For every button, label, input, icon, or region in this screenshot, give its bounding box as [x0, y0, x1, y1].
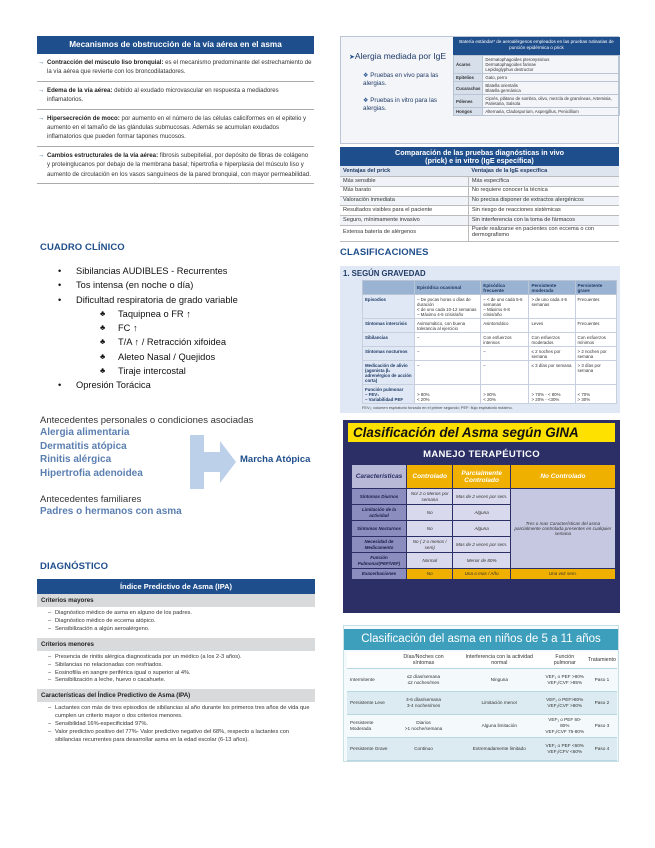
clinical-item [58, 264, 318, 278]
severity-row [363, 347, 617, 361]
comparison-cell: Más sensible [340, 177, 468, 187]
bullet-icon: • [58, 266, 62, 276]
gina-col-header: Características [352, 465, 407, 489]
ige-row [454, 95, 620, 108]
gina-cell: Alguna [453, 505, 510, 521]
bullet-icon: • [58, 280, 62, 291]
ige-row-key: Hongos [454, 108, 483, 116]
ige-title-text: Alergia mediada por IgE [354, 51, 447, 61]
ipa-section-list [37, 702, 315, 749]
comparison-col-header: Ventajas de la IgE específica [468, 166, 619, 177]
arrow-right-icon: → [38, 86, 45, 94]
children-row [347, 669, 617, 692]
gina-cell: No ( 2 o menos / sem) [407, 537, 453, 553]
children-cell: Continuo [391, 738, 456, 761]
mechanism-text: fibrosis subepitelial, por depósito de fibras de colágeno y proteinglucanos por debajo de la membrana basal; hipertrofia e hiperplasia del músculo liso y aumento de circulación en los vasos sanguíneos de la pared bronquial, con mayor permeabilidad. [47, 151, 311, 178]
comparison-row [340, 216, 619, 226]
severity-table [362, 280, 617, 404]
mechanisms-list [37, 54, 314, 184]
severity-row-label: Episodios [363, 295, 415, 319]
children-cell: 3-6 días/semana 3-4 noches/mes [391, 692, 456, 715]
ipa-section-list [37, 651, 315, 690]
clinical-item [58, 278, 318, 292]
severity-row [363, 385, 617, 404]
antecedent-item: Rinitis alérgica [40, 454, 112, 465]
severity-cell: Con esfuerzos moderados [529, 333, 575, 347]
severity-cell: Frecuentes [575, 295, 616, 319]
gina-not-controlled-cell: Tres o mas Características del asma parcialmente controlada presentes en cualquier semana [510, 489, 615, 569]
club-bullet-icon: ♣ [100, 323, 106, 333]
comparison-row [340, 186, 619, 196]
ipa-section-title: Criterios mayores [37, 594, 315, 607]
severity-row-label: Síntomas intercrisis [363, 319, 415, 333]
ige-row-key: Ácaros [454, 56, 483, 74]
clinical-item [58, 307, 318, 321]
ige-row-value: Ciprés, plátano de sombra, olivo, mezcla de gramíneas, Artemisia, Parietaria, Salsola [483, 95, 620, 108]
children-cell: Limitación menor [456, 692, 543, 715]
severity-row-label: Sibilancias [363, 333, 415, 347]
personal-antecedents-title: Antecedentes personales o condiciones asociadas [40, 415, 254, 426]
severity-cell: – < de uno cada 5-6 semanas – Máximo 6-8 crisis/año [481, 295, 529, 319]
children-row [347, 692, 617, 715]
children-cell: VEF₁ o PEF 60-80% VEF₁/CVF 75-80% [543, 715, 587, 738]
severity-cell: > 70% - < 80% > 20% - <30% [529, 385, 575, 404]
ipa-box [37, 579, 315, 749]
severity-cell: > 3 días por semana [575, 361, 616, 385]
children-cell: VEF₁ o PEF >80% VEF₁/CVF >85% [543, 669, 587, 692]
clinical-list [58, 264, 318, 393]
clinical-item-text: Aleteo Nasal / Quejidos [118, 351, 216, 362]
children-title: Clasificación del asma en niños de 5 a 11 años [344, 629, 618, 650]
ige-row-key: Pólenes [454, 95, 483, 108]
clinical-item-text: Sibilancias AUDIBLES - Recurrentes [76, 266, 228, 276]
mechanism-item [37, 110, 314, 147]
children-box [343, 625, 619, 762]
gina-title: Clasificación del Asma según GINA [348, 423, 615, 442]
atopic-march-label: Marcha Atópica [240, 454, 311, 465]
antecedent-item: Dermatitis atópica [40, 440, 127, 452]
severity-col-header: Episódica frecuente [481, 281, 529, 295]
clinical-item-text: FC ↑ [118, 323, 138, 334]
comparison-cell: Sin riesgo de reacciones sistémicas [468, 206, 619, 216]
clinical-item-text: T/A ↑ / Retracción xifoidea [118, 337, 226, 348]
comparison-row [340, 196, 619, 206]
clinical-item [58, 321, 318, 335]
mechanism-item [37, 54, 314, 82]
ipa-item: – Presencia de rinitis alérgica diagnosticada por un médico (a los 2-3 años). [55, 654, 311, 662]
comparison-row [340, 177, 619, 187]
personal-antecedents-list [40, 426, 330, 480]
family-antecedents-list [40, 505, 330, 519]
severity-cell: Asintomático, con buena tolerancia al ejercicio [415, 319, 481, 333]
gina-cell: No/ 2 o Menos por semana [407, 489, 453, 505]
children-cell: VEF₁ o PEF>80% VEF₁/CVF >80% [543, 692, 587, 715]
clinical-item [58, 378, 318, 392]
diagnostic-title: DIAGNÓSTICO [40, 561, 109, 572]
arrow-icon [190, 433, 236, 491]
mechanisms-title: Mecanismos de obstrucción de la vía aérea en el asma [37, 36, 314, 54]
children-cell: Paso 3 [587, 715, 617, 738]
severity-cell: Frecuentes [575, 319, 616, 333]
gina-row-label: Necesidad de Medicamento [352, 537, 407, 553]
severity-row [363, 295, 617, 319]
mechanism-text: es el mecanismo predominante del estrechamiento de la vía aérea que revierte con los broncodilatadores. [47, 59, 312, 76]
gina-row-label: Síntomas Diurnos [352, 489, 407, 505]
ige-title: ➤Alergia mediada por IgE [349, 51, 447, 61]
severity-row [363, 319, 617, 333]
severity-cell: – [481, 347, 529, 361]
severity-row [363, 333, 617, 347]
ige-bullet: ❖ Pruebas en vivo para las alergias. [363, 72, 439, 87]
children-col-header: Función pulmonar [543, 652, 587, 669]
clinical-item [58, 293, 318, 307]
gina-table [351, 464, 616, 580]
ipa-title: Índice Predictivo de Asma (IPA) [37, 579, 315, 594]
ipa-section-title: Criterios menores [37, 638, 315, 651]
ige-row-value: Dermatophagoides pteronyssinus Dermatophagoides farinae Lepidoglyphus destructor [483, 56, 620, 74]
children-col-header: Interferencia con la actividad normal [456, 652, 543, 669]
ipa-item: – Sensibilización a leche, huevo o cacahuete. [55, 677, 311, 685]
severity-cell: > 80% < 20% [415, 385, 481, 404]
severity-cell: > de uno cada 4-5 semanas [529, 295, 575, 319]
children-cell: Paso 2 [587, 692, 617, 715]
ipa-item: – Eosinofilia en sangre periférica igual o superior al 4%. [55, 670, 311, 678]
severity-row [363, 361, 617, 385]
comparison-cell: Sin interferencia con la toma de fármacos [468, 216, 619, 226]
severity-col-header [363, 281, 415, 295]
mechanism-term: Contracción del músculo liso bronquial: [47, 59, 164, 66]
ige-table-title: Batería estándar* de aeroalérgenos empleados en las pruebas rutinarias de punción epidérmica o prick [453, 37, 620, 55]
comparison-cell: Más barato [340, 186, 468, 196]
severity-col-header: Persistente grave [575, 281, 616, 295]
gina-col-header: Controlado [407, 465, 453, 489]
severity-cell: – [415, 347, 481, 361]
ige-row [454, 108, 620, 116]
comparison-cell: Seguro, mínimamente invasivo [340, 216, 468, 226]
comparison-cell: Puede realizarse en pacientes con eccema o con dermografismo [468, 225, 619, 241]
severity-cell: ≤ 2 noches por semana [529, 347, 575, 361]
antecedents-block [40, 415, 330, 519]
ipa-item: – Diagnóstico médico de asma en alguno de los padres. [55, 610, 311, 618]
gina-cell: Mas de 2 veces por sem. [453, 537, 510, 553]
severity-row-label: Medicación de alivio (agonista β₂ adrenérgico de acción corta) [363, 361, 415, 385]
bullet-icon: • [58, 294, 62, 305]
severity-cell: Leves [529, 319, 575, 333]
mechanism-term: Edema de la vía aérea: [47, 86, 113, 94]
ipa-item: – Valor predictivo positivo del 77%- Valor predictivo negativo del 68%, respecto a lactantes con sibilancias recurrentes para desarrollar asma en la edad escolar (6-13 años). [55, 729, 311, 745]
arrow-right-icon: → [38, 59, 45, 66]
gina-cell: Alguna [453, 521, 510, 537]
ige-bullet-text: Pruebas in vitro para las alergias. [363, 97, 438, 112]
children-row-label: Intermitente [347, 669, 391, 692]
club-bullet-icon: ♣ [100, 366, 106, 376]
children-col-header [347, 652, 391, 669]
clinical-title: CUADRO CLÍNICO [40, 242, 125, 253]
ige-row [454, 74, 620, 82]
gina-cell: No [407, 569, 453, 580]
club-bullet-icon: ♣ [100, 351, 106, 361]
severity-footnote: FEV₁: volumen espiratorio forzado en el primer segundo; PEF: flujo espiratorio máximo. [362, 405, 513, 410]
comparison-row [340, 206, 619, 216]
comparison-title-line: Comparación de las pruebas diagnósticas in vivo [395, 148, 564, 157]
comparison-cell: Resultados visibles para el paciente [340, 206, 468, 216]
clinical-item-text: Tiraje intercostal [118, 366, 186, 377]
severity-row-label: Función pulmonar – FEV₁ – Variabilidad PEF [363, 385, 415, 404]
children-col-header: Tratamiento [587, 652, 617, 669]
severity-cell: < 70% > 30% [575, 385, 616, 404]
gina-cell: No [407, 521, 453, 537]
severity-cell: ≤ 3 días por semana [529, 361, 575, 385]
children-col-header: Días/Noches con síntomas [391, 652, 456, 669]
mechanisms-box [37, 36, 314, 184]
ige-row-value: Alternaria, Cladosporium, Aspergillus, Penicillium [483, 108, 620, 116]
mechanism-item [37, 147, 314, 184]
bullet-icon: • [58, 380, 62, 391]
clinical-item-text: Opresión Torácica [76, 380, 151, 391]
family-antecedents-title: Antecedentes familiares [40, 494, 142, 505]
severity-cell: – [415, 333, 481, 347]
clinical-item-text: Tos intensa (en noche o día) [76, 280, 194, 291]
gina-row-label: Limitación de la actividad [352, 505, 407, 521]
comparison-cell: No requiere conocer la técnica [468, 186, 619, 196]
ige-row [454, 56, 620, 74]
mechanism-item [37, 82, 314, 110]
clinical-item [58, 350, 318, 364]
severity-col-header: Persistente moderada [529, 281, 575, 295]
children-row-label: Persistente Leve [347, 692, 391, 715]
children-row-label: Persistente Grave [347, 738, 391, 761]
ige-bullet-text: Pruebas en vivo para las alergias. [363, 72, 439, 87]
ipa-item: – Diagnóstico médico de eccema atópico. [55, 618, 311, 626]
gina-cell: Menor de 80% [453, 553, 510, 569]
children-cell: Alguna limitación [456, 715, 543, 738]
gina-row [352, 489, 616, 505]
classifications-title: CLASIFICACIONES [340, 247, 429, 258]
comparison-cell: No precisa disponer de extractos alergénicos [468, 196, 619, 206]
ige-box [340, 36, 619, 144]
severity-cell: > 80% < 20% [481, 385, 529, 404]
comparison-col-header: Ventajas del prick [340, 166, 468, 177]
severity-cell: > 2 noches por semana [575, 347, 616, 361]
ige-row-value: Gato, perro [483, 74, 620, 82]
clinical-item-text: Taquipnea o FR ↑ [118, 308, 191, 319]
comparison-title [340, 147, 619, 166]
children-cell: Paso 1 [587, 669, 617, 692]
gina-cell: Normal [407, 553, 453, 569]
comparison-cell: Extensa batería de alérgenos [340, 225, 468, 241]
children-cell: Ninguna [456, 669, 543, 692]
gina-col-header: Parcialmente Controlado [453, 465, 510, 489]
gina-cell: Mas de 2 veces por sem. [453, 489, 510, 505]
severity-cell: Con esfuerzos mínimos [575, 333, 616, 347]
ipa-sections [37, 594, 315, 749]
arrow-right-icon: → [38, 151, 45, 159]
ige-bullet: ❖ Pruebas in vitro para las alergias. [363, 97, 438, 112]
children-cell: ≤2 días/semana ≤2 noches/mes [391, 669, 456, 692]
children-cell: Diarios >1 noche/semana [391, 715, 456, 738]
comparison-row [340, 225, 619, 241]
ipa-section-list [37, 607, 315, 638]
club-bullet-icon: ♣ [100, 308, 106, 318]
comparison-table [340, 166, 619, 242]
gina-cell: No [407, 505, 453, 521]
clinical-item-text: Dificultad respiratoria de grado variable [76, 294, 238, 305]
severity-cell: Con esfuerzos intensos [481, 333, 529, 347]
club-bullet-icon: ♣ [100, 337, 106, 347]
ige-row [454, 82, 620, 95]
severity-cell: – [415, 361, 481, 385]
mechanism-text: por aumento en el número de las células caliciformes en el epitelio y aumento en el tamaño de las glándulas submucosas. Además se acumulan exudados inflamatorios que pueden formar tapones mucosos. [47, 114, 307, 141]
severity-cell: Asintomático [481, 319, 529, 333]
gina-subtitle: MANEJO TERAPÉUTICO [423, 449, 540, 460]
ige-row-value: Blatella orientalis Blatella germánica [483, 82, 620, 95]
gina-box [343, 420, 620, 613]
ipa-item: – Sensibilidad 16%-especificidad 97%. [55, 721, 311, 729]
ipa-section-title: Características del Índice Predictivo de Asma (IPA) [37, 689, 315, 702]
children-row [347, 738, 617, 761]
severity-box [340, 266, 620, 413]
comparison-title-line: (prick) e in vitro (IgE específica) [425, 156, 534, 165]
children-cell: VEF₁ o PEF <60% VEF₁/CFV <60% [543, 738, 587, 761]
ipa-item: – Sensibilización a algún aeroalérgeno. [55, 626, 311, 634]
children-table [347, 652, 617, 761]
severity-title: 1. SEGÚN GRAVEDAD [343, 269, 426, 278]
ige-table [453, 55, 620, 116]
ipa-item: – Sibilancias no relacionadas con resfriados. [55, 662, 311, 670]
gina-row-label: Función Pulmonar(PEF/VEF) [352, 553, 407, 569]
gina-col-header: No Controlado [510, 465, 615, 489]
clinical-item [58, 364, 318, 378]
ipa-item: – Lactantes con más de tres episodios de sibilancias al año durante los primeros tres años de vida que cumplen un criterio mayor o dos criterios menores. [55, 705, 311, 721]
children-cell: Extremadamente limitado [456, 738, 543, 761]
severity-col-header: Episódica ocasional [415, 281, 481, 295]
comparison-cell: Valoración inmediata [340, 196, 468, 206]
arrow-right-icon: → [38, 114, 45, 122]
antecedent-item: Padres o hermanos con asma [40, 506, 182, 517]
mechanism-text: debido al exudado microvascular en respuesta a mediadores inflamatorios. [47, 86, 279, 104]
children-row-label: Persistente Moderada [347, 715, 391, 738]
gina-cell: Una o mas / Año [453, 569, 510, 580]
mechanism-term: Hipersecreción de moco: [47, 114, 120, 122]
severity-cell: – [481, 361, 529, 385]
ige-row-key: Cucarachas [454, 82, 483, 95]
gina-cell: Una vez sem. [510, 569, 615, 580]
children-row [347, 715, 617, 738]
gina-row-label: Exacerbaciones [352, 569, 407, 580]
gina-row [352, 569, 616, 580]
children-cell: Paso 4 [587, 738, 617, 761]
antecedent-item: Alergia alimentaria [40, 427, 130, 438]
clinical-item [58, 335, 318, 349]
comparison-box [340, 147, 619, 242]
comparison-cell: Más específica [468, 177, 619, 187]
antecedent-item: Hipertrofia adenoidea [40, 467, 143, 479]
severity-cell: – De pocas horas o días de duración < de uno cada 10-12 semanas – Máximo 4-5 crisis/año [415, 295, 481, 319]
gina-row-label: Síntomas Nocturnos [352, 521, 407, 537]
severity-row-label: Síntomas nocturnos [363, 347, 415, 361]
ige-row-key: Epitelios [454, 74, 483, 82]
mechanism-term: Cambios estructurales de la vía aérea: [47, 151, 159, 159]
